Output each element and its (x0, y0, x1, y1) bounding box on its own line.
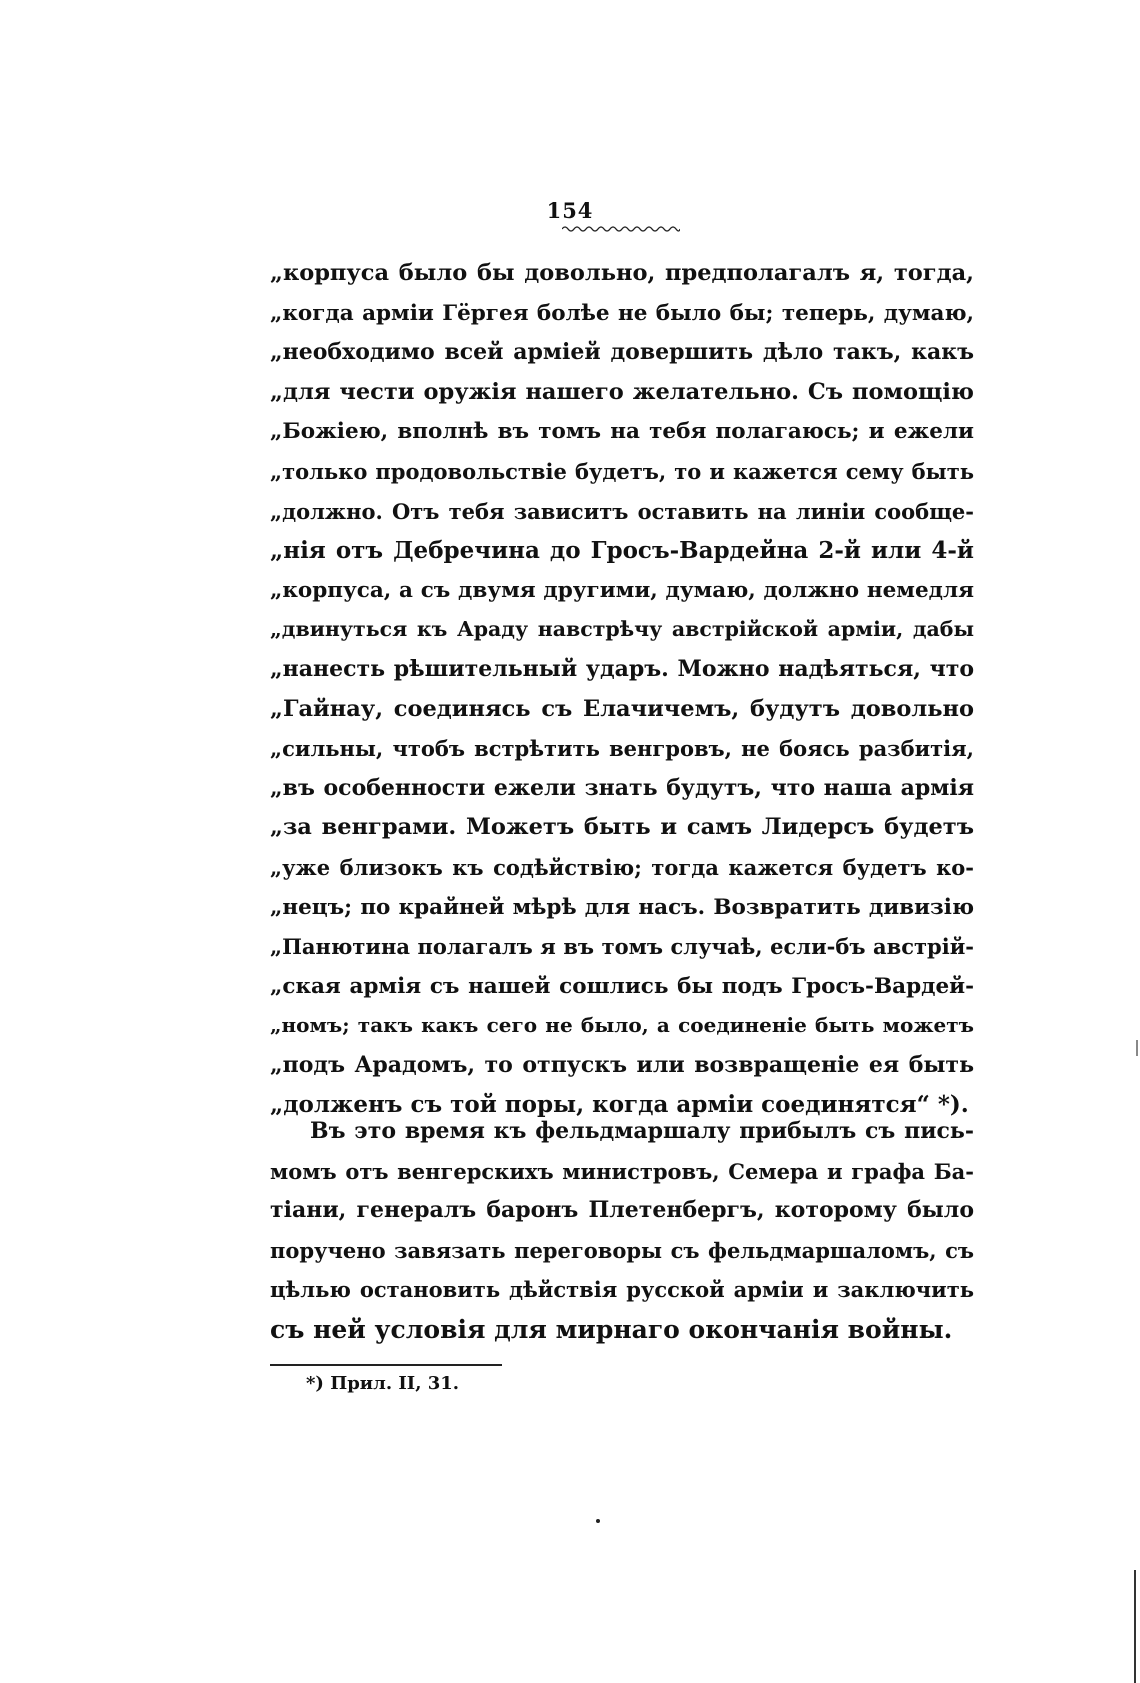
text-line: „Гайнау, соединясь съ Елачичемъ, будутъ довольно (270, 695, 974, 722)
text-line: „Панютина полагалъ я въ томъ случаѣ, если-бъ австрій- (270, 934, 974, 960)
text-line: момъ отъ венгерскихъ министровъ, Семера и графа Ба- (270, 1158, 974, 1184)
text-line: „необходимо всей арміей довершить дѣло такъ, какъ (270, 339, 974, 366)
text-line: „долженъ съ той поры, когда арміи соединятся“ *). (270, 1091, 969, 1119)
narrative-paragraph (270, 1112, 974, 1350)
text-line: „корпуса, а съ двумя другими, думаю, должно немедля (270, 577, 974, 603)
scan-edge-mark (1136, 1040, 1138, 1056)
text-line: тіани, генералъ баронъ Плетенбергъ, которому было (270, 1197, 974, 1224)
text-line: „двинуться къ Араду навстрѣчу австрійской арміи, дабы (270, 617, 974, 642)
text-line: „ская армія съ нашей сошлись бы подъ Гросъ-Вардей- (270, 973, 974, 999)
scan-edge-line (1134, 1570, 1136, 1683)
text-line: поручено завязать переговоры съ фельдмаршаломъ, съ (270, 1237, 974, 1263)
text-line: „сильны, чтобъ встрѣтить венгровъ, не боясь разбитія, (270, 736, 974, 762)
text-line: „подъ Арадомъ, то отпускъ или возвращеніе ея быть (270, 1051, 974, 1078)
text-line: „корпуса было бы довольно, предполагалъ я, тогда, (270, 260, 974, 286)
text-line: „только продовольствіе будетъ, то и кажется сему быть (270, 458, 974, 484)
text-line: „для чести оружія нашего желательно. Съ помощію (270, 378, 974, 405)
quoted-letter-paragraph (270, 254, 974, 1125)
page-number-ornament (562, 224, 680, 234)
footnote-divider (270, 1364, 502, 1366)
text-line: „когда арміи Гёргея болѣе не было бы; теперь, думаю, (270, 300, 974, 326)
text-line: „Божіею, вполнѣ въ томъ на тебя полагаюсь; и ежели (270, 419, 974, 445)
text-line: „нанесть рѣшительный ударъ. Можно надѣяться, что (270, 655, 974, 682)
text-line: „въ особенности ежели знать будутъ, что наша армія (270, 774, 974, 801)
text-line: Въ это время къ фельдмаршалу прибылъ съ пись- (310, 1118, 974, 1144)
text-line: „нія отъ Дебречина до Гросъ-Вардейна 2-й или 4-й (270, 537, 974, 565)
page-number: 154 (546, 198, 594, 223)
text-line: „номъ; такъ какъ сего не было, а соединеніе быть можетъ (270, 1013, 974, 1038)
text-line: съ ней условія для мирнаго окончанія войны. (270, 1314, 953, 1344)
stray-dot (596, 1519, 600, 1523)
text-line: „должно. Отъ тебя зависитъ оставить на линіи сообще- (270, 498, 974, 524)
text-line: цѣлью остановить дѣйствія русской арміи и заключить (270, 1277, 974, 1303)
footnote: *) Прил. II, 31. (306, 1373, 460, 1394)
text-line: „уже близокъ къ содѣйствію; тогда кажется будетъ ко- (270, 854, 974, 880)
text-line: „нецъ; по крайней мѣрѣ для насъ. Возвратить дивизію (270, 894, 974, 920)
text-line: „за венграми. Можетъ быть и самъ Лидерсъ будетъ (270, 814, 974, 841)
